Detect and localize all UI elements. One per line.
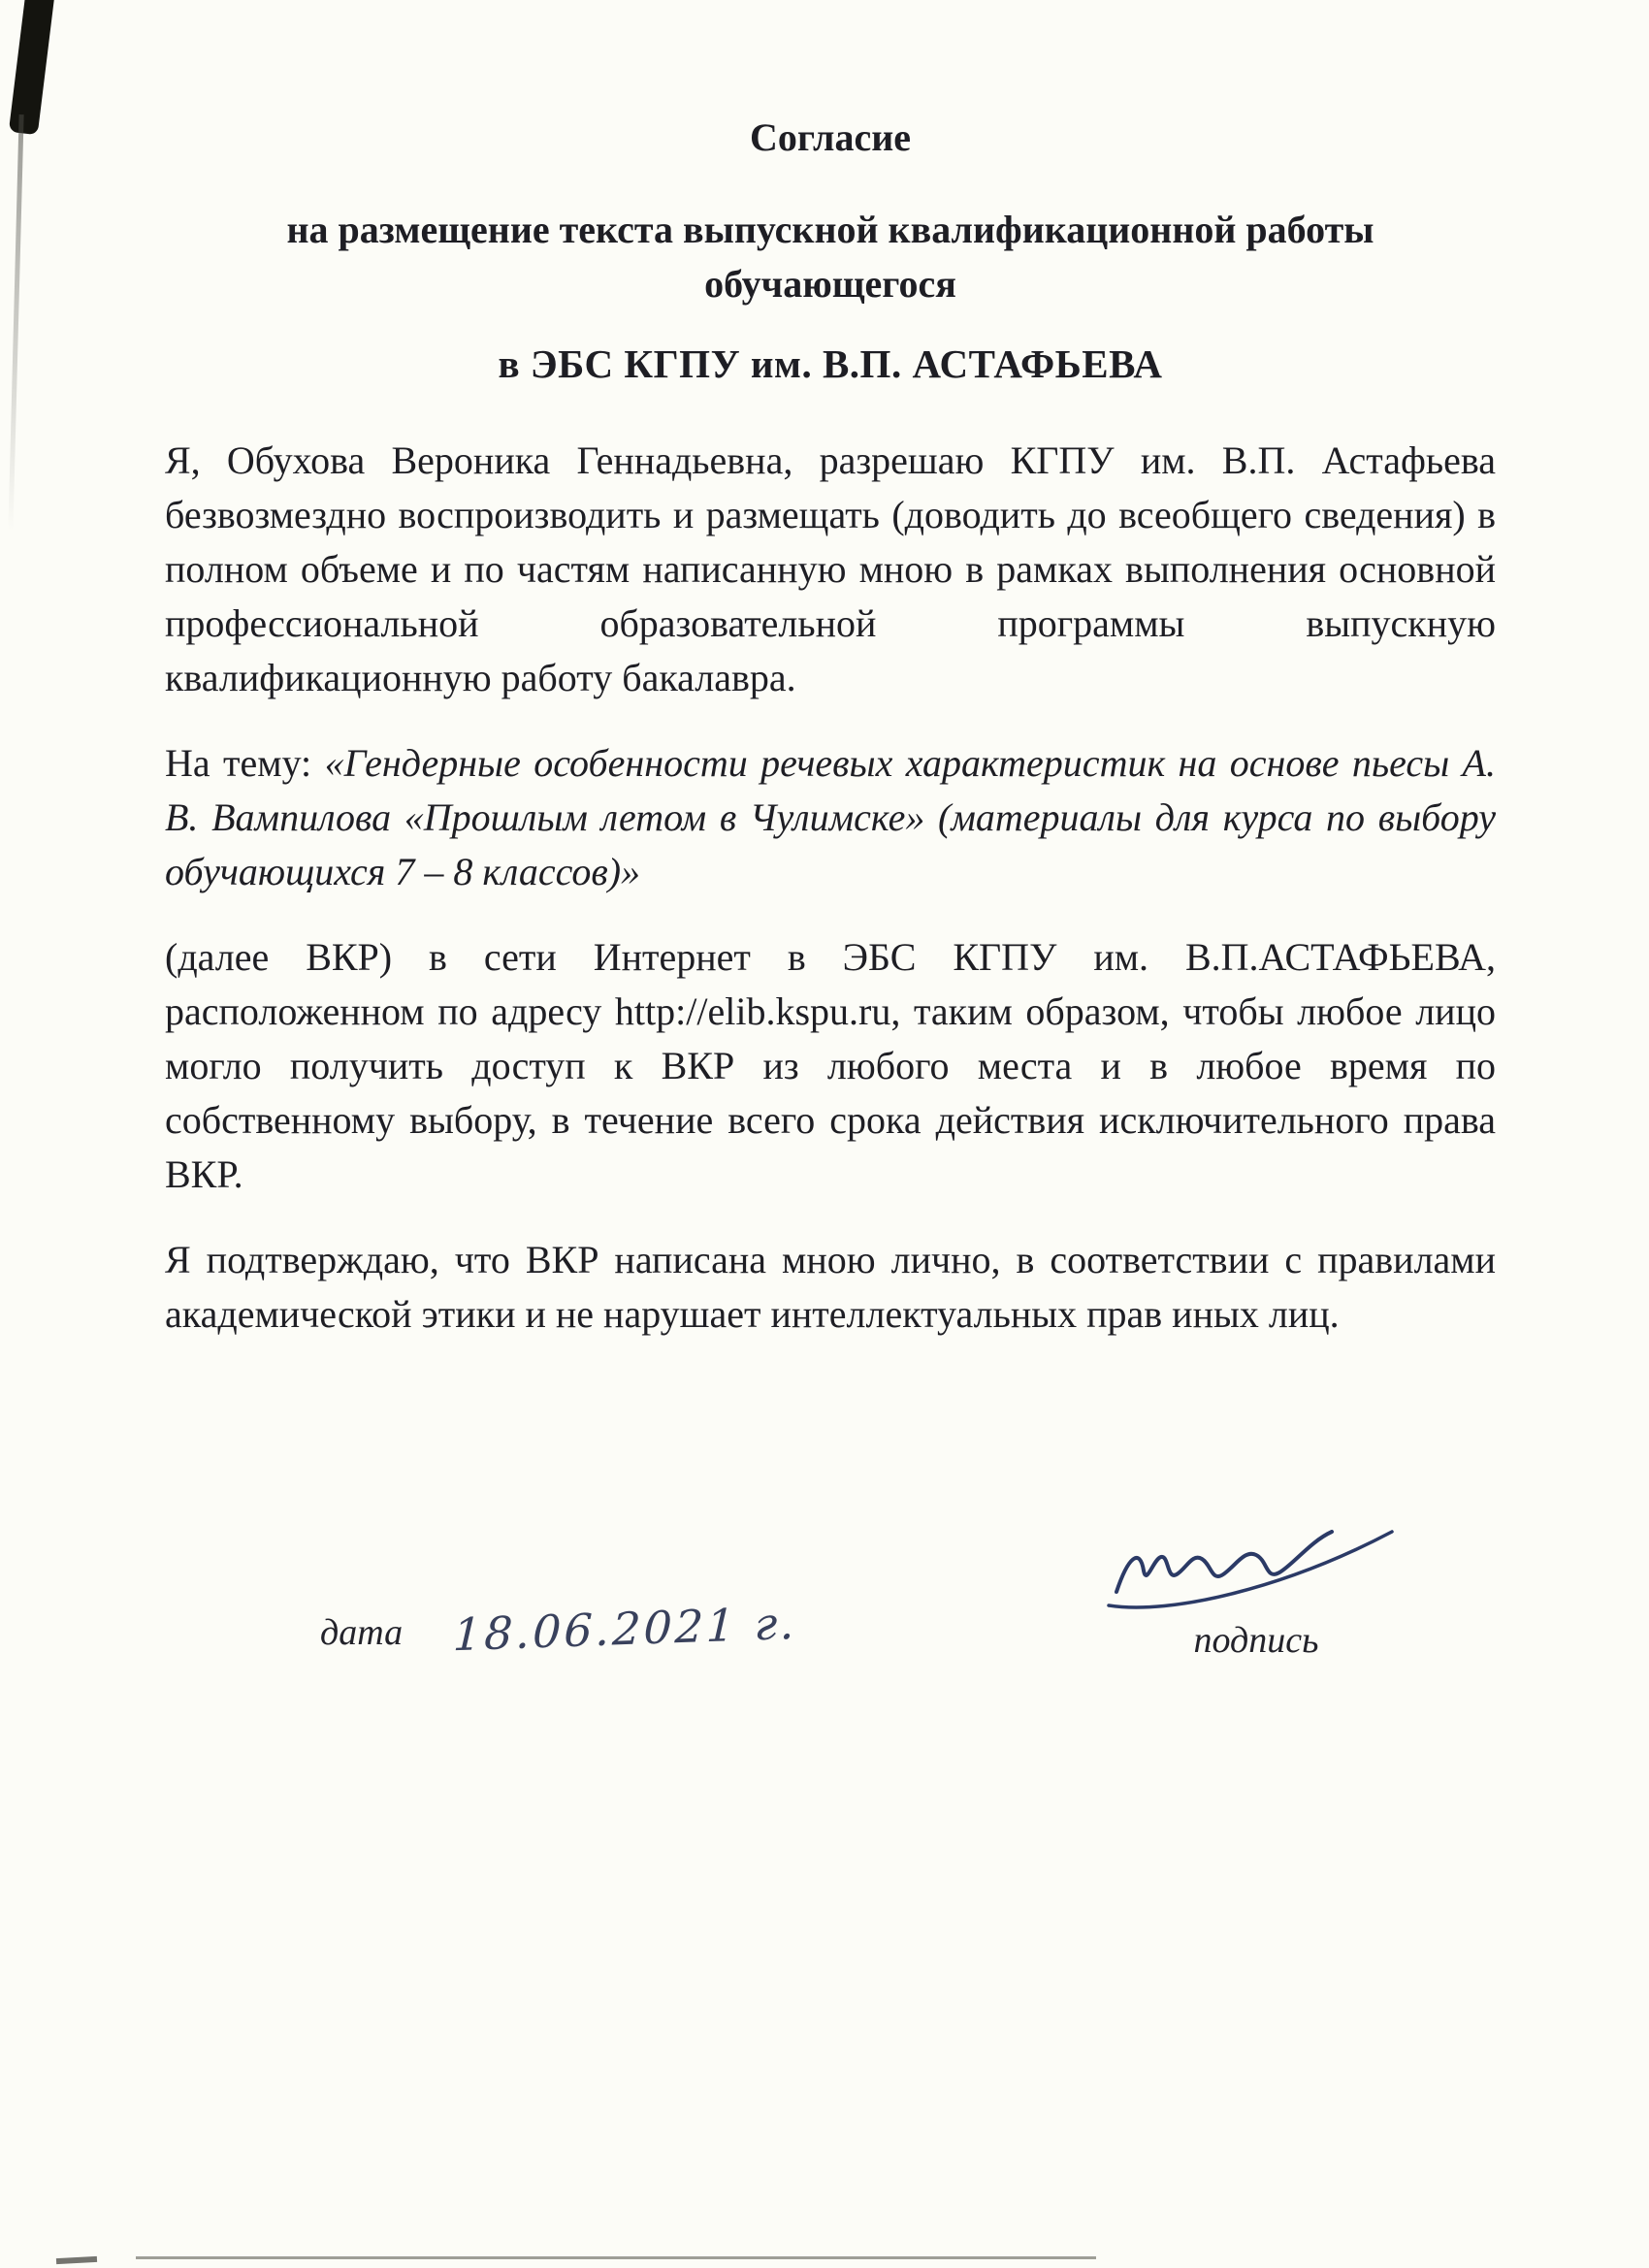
signature-label: подпись: [1193, 1620, 1319, 1661]
document-title: Согласие: [749, 115, 911, 159]
handwritten-signature: [1101, 1518, 1411, 1625]
date-block: [320, 1596, 798, 1662]
topic-prefix: На тему:: [165, 741, 325, 785]
confirmation-paragraph: Я подтверждаю, что ВКР написана мною лично, в соответствии с правилами академической этики и не нарушает интеллектуальных прав иных лиц.: [165, 1238, 1496, 1336]
scan-artifact-bottom-line: [136, 2256, 1096, 2259]
document-subtitle-line2: обучающегося: [704, 262, 956, 306]
scan-artifact-top-left: [9, 0, 55, 135]
placement-paragraph: (далее ВКР) в сети Интернет в ЭБС КГПУ им. В.П.АСТАФЬЕВА, расположенном по адресу http://elib.kspu.ru, таким образом, чтобы любое лицо могло получить доступ к ВКР из любого места и в любое время по собственному выбору, в течение всего срока действия исключительного права ВКР.: [165, 935, 1496, 1196]
topic-paragraph: [165, 736, 1496, 899]
document-body: [165, 114, 1496, 1373]
consent-paragraph: Я, Обухова Вероника Геннадьевна, разрешаю КГПУ им. В.П. Астафьева безвозмездно воспроизводить и размещать (доводить до всеобщего сведения) в полном объеме и по частям написанную мною в рамках выполнения основной профессиональной образовательной программы выпускную квалификационную работу бакалавра.: [165, 438, 1496, 699]
document-subtitle-ebs: в ЭБС КГПУ им. В.П. АСТАФЬЕВА: [498, 341, 1163, 386]
scan-artifact-bottom-tick: [56, 2256, 97, 2264]
signature-block: [1091, 1518, 1421, 1662]
handwritten-date: 18.06.2021 г.: [452, 1596, 798, 1662]
scan-artifact-left-edge: [8, 114, 23, 532]
document-subtitle: [165, 203, 1496, 311]
signature-stroke-main: [1116, 1532, 1332, 1592]
topic-title-quote: «Гендерные особенности речевых характеристик на основе пьесы А. В. Вампилова «Прошлым летом в Чулимске» (материалы для курса по выбору обучающихся 7 – 8 классов)»: [165, 741, 1496, 893]
document-subtitle-line1: на размещение текста выпускной квалификационной работы: [286, 208, 1374, 251]
date-label: дата: [320, 1612, 404, 1653]
